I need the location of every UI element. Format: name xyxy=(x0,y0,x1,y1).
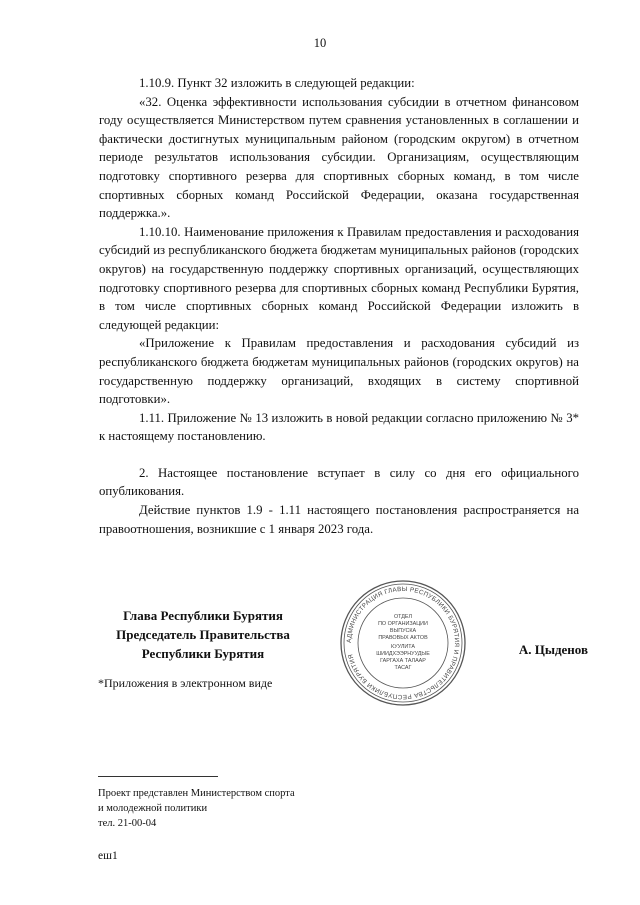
official-seal xyxy=(338,578,468,708)
svg-text:ПРАВОВЫХ АКТОВ: ПРАВОВЫХ АКТОВ xyxy=(378,635,428,641)
svg-text:ПО ОРГАНИЗАЦИИ: ПО ОРГАНИЗАЦИИ xyxy=(378,621,428,627)
document-body xyxy=(99,74,579,538)
seal-graphic xyxy=(338,578,468,708)
signatory-title: Глава Республики Бурятия Председатель Правительства Республики Бурятия xyxy=(116,608,290,661)
paragraph-quote-32: «32. Оценка эффективности использования субсидии в отчетном финансовом году осуществляется Министерством путем сравнения установленных в соглашении и фактически достигнутых муниципальным районом (городским округом) в отчетном периоде результатов использования субсидии. Организациям, осуществляющим подготовку спортивного резерва для спортивных сборных команд, в том числе спортивных сборных команд Российской Федерации, оказана государственная поддержка.». xyxy=(99,94,579,221)
svg-text:ВЫПУСКА: ВЫПУСКА xyxy=(389,628,417,634)
svg-text:ГАРГАХА ТАЛААР: ГАРГАХА ТАЛААР xyxy=(380,658,426,664)
paragraph-1-11: 1.11. Приложение № 13 изложить в новой редакции согласно приложению № 3* к настоящему постановлению. xyxy=(99,410,579,444)
paragraph-2: 2. Настоящее постановление вступает в силу со дня его официального опубликования. xyxy=(99,465,579,499)
footnote: Проект представлен Министерством спорта и молодежной политики тел. 21-00-04 xyxy=(98,788,295,829)
paragraph-effect: Действие пунктов 1.9 - 1.11 настоящего постановления распространяется на правоотношения, возникшие с 1 января 2023 года. xyxy=(99,503,579,536)
svg-text:ОТДЕЛ: ОТДЕЛ xyxy=(393,614,413,620)
svg-text:АДМИНИСТРАЦИЯ ГЛАВЫ РЕСПУБЛИКИ xyxy=(346,586,460,700)
svg-text:ШИИДХЭЭРНУУДЫЕ: ШИИДХЭЭРНУУДЫЕ xyxy=(376,651,430,657)
paragraph-1-10-10: 1.10.10. Наименование приложения к Правилам предоставления и расходования субсидий из республиканского бюджета бюджетам муниципальных районов (городских округов) на государственную поддержку спортивных организаций, осуществляющих подготовку спортивного резерва для спортивных сборных команд Республики Бурятия, в том числе спортивных сборных команд Российской Федерации изложить в следующей редакции: xyxy=(99,224,579,332)
page-number: 10 xyxy=(313,36,327,50)
paragraph-quote-appendix: «Приложение к Правилам предоставления и расходования субсидий из республиканского бюджета бюджетам муниципальных районов (городских округов) на государственную поддержку организаций, входящих в систему спортивной подготовки». xyxy=(99,336,579,407)
svg-text:КУУЛИТА: КУУЛИТА xyxy=(391,644,415,650)
footnote-divider xyxy=(98,776,218,777)
appendix-note: *Приложения в электронном виде xyxy=(98,676,273,690)
signatory-name: А. Цыденов xyxy=(518,642,588,657)
svg-text:ТАСАГ: ТАСАГ xyxy=(394,665,412,671)
paragraph-1-10-9: 1.10.9. Пункт 32 изложить в следующей редакции: xyxy=(139,76,415,90)
executor-code: еш1 xyxy=(98,850,118,862)
seal-ring-text: АДМИНИСТРАЦИЯ ГЛАВЫ РЕСПУБЛИКИ БУРЯТИЯ И ПРАВИТЕЛЬСТВА РЕСПУБЛИКИ БУРЯТИЯ xyxy=(345,585,461,701)
